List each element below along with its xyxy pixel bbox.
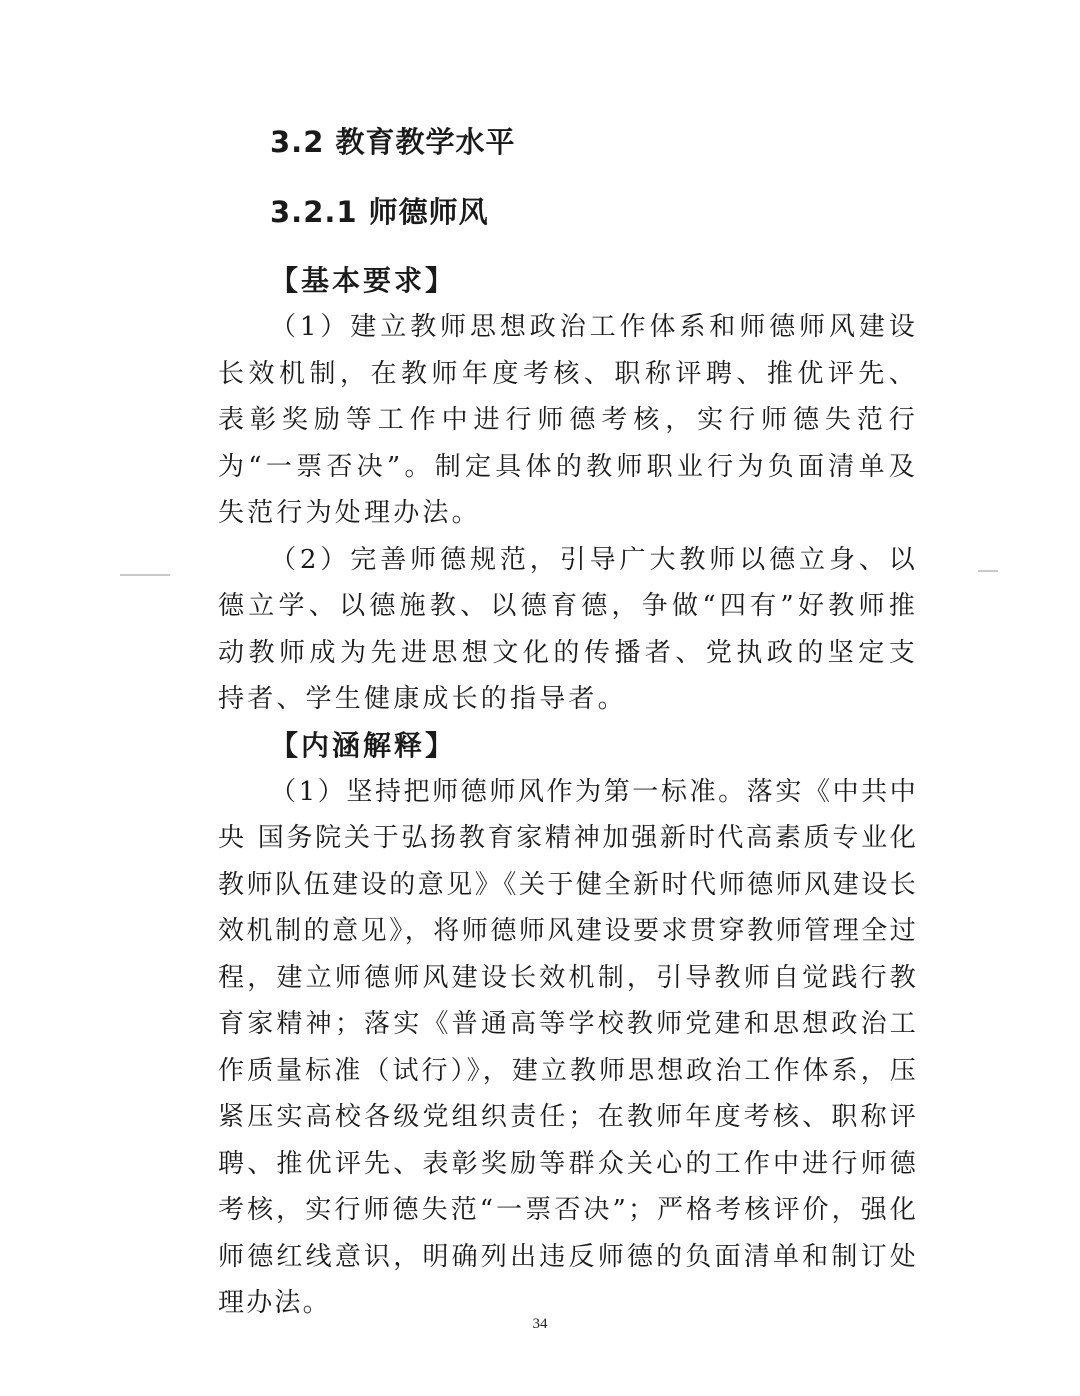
section-heading: 3.2 教育教学水平 [270,125,516,159]
document-body [218,118,918,1327]
page-number: 34 [532,1316,548,1332]
scan-mark-left [120,574,170,576]
interpretation-item: （1）坚持把师德师风作为第一标准。落实《中共中央 国务院关于弘扬教育家精神加强新时代高素质专业化教师队伍建设的意见》《关于健全新时代师德师风建设长效机制的意见》，将师德师风建设要求贯穿教师管理全过程，建立师德师风建设长效机制，引导教师自觉践行教育家精神；落实《普通高等学校教师党建和思想政治工作质量标准（试行）》，建立教师思想政治工作体系，压紧压实高校各级党组织责任；在教师年度考核、职称评聘、推优评先、表彰奖励等群众关心的工作中进行师德考核，实行师德失范“一票否决”；严格考核评价，强化师德红线意识，明确列出违反师德的负面清单和制订处理办法。 [218,776,918,1318]
basic-requirements-label: 【基本要求】 [270,264,457,297]
basic-requirement-item: （1）建立教师思想政治工作体系和师德师风建设长效机制，在教师年度考核、职称评聘、推优评先、表彰奖励等工作中进行师德考核，实行师德失范行为“一票否决”。制定具体的教师职业行为负面清单及失范行为处理办法。 [218,312,918,528]
interpretation-label: 【内涵解释】 [270,728,457,762]
basic-requirement-item: （2）完善师德规范，引导广大教师以德立身、以德立学、以德施教、以德育德，争做“四有”好教师推动教师成为先进思想文化的传播者、党执政的坚定支持者、学生健康成长的指导者。 [218,544,918,714]
scan-mark-right [978,570,998,572]
subsection-heading: 3.2.1 师德师风 [270,195,489,229]
